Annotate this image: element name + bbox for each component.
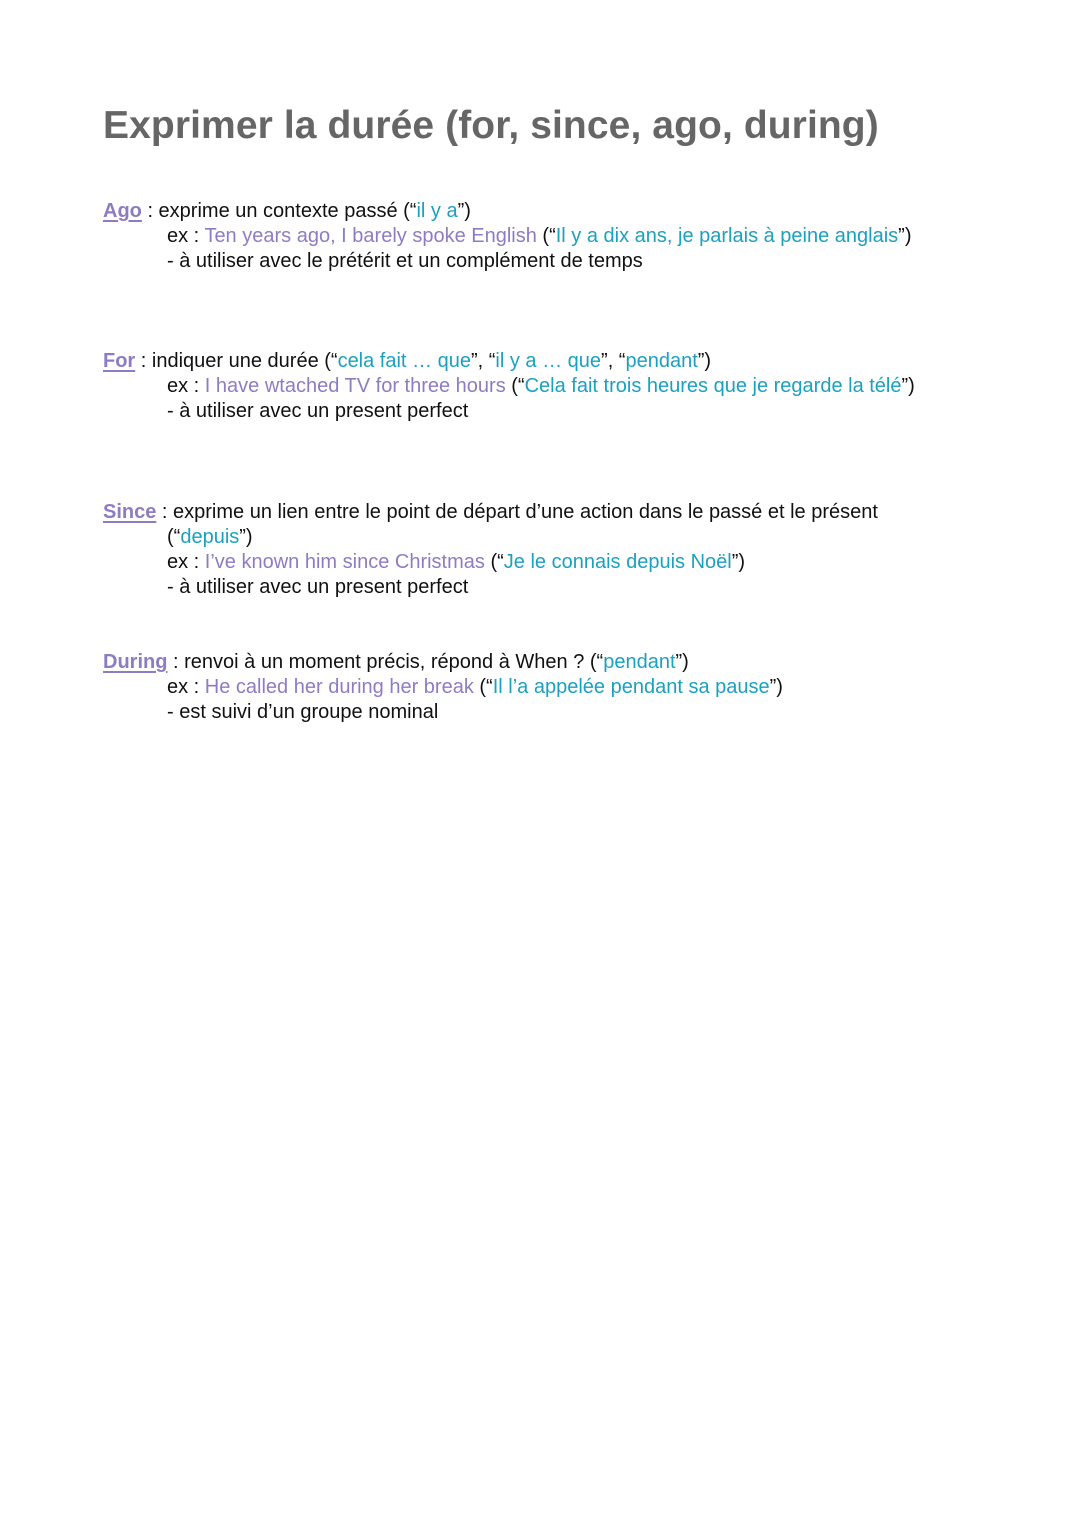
quote-close: ”): [697, 350, 712, 372]
page-title: Exprimer la durée (for, since, ago, during): [103, 104, 879, 147]
definition-text: : exprime un contexte passé (“: [141, 200, 417, 222]
quote-close: ”): [457, 200, 471, 222]
quote-close: ”): [239, 526, 253, 548]
definition-line: [103, 650, 963, 675]
usage-note: - est suivi d’un groupe nominal: [167, 701, 439, 723]
example-line: [103, 224, 937, 249]
term-during: During: [103, 651, 168, 673]
section-since: [103, 500, 963, 600]
section-for: [103, 349, 963, 424]
definition-line: [103, 349, 963, 374]
example-prefix: ex :: [167, 225, 205, 247]
section-ago: [103, 199, 963, 274]
french-translation: cela fait … que: [337, 350, 471, 372]
example-prefix: ex :: [167, 375, 205, 397]
example-line: [103, 675, 963, 700]
quote-open: (“: [536, 225, 556, 247]
french-translation: depuis: [180, 526, 240, 548]
separator: ”, “: [470, 350, 496, 372]
quote-open: (“: [505, 375, 525, 397]
definition-text: : renvoi à un moment précis, répond à When ? (“: [167, 651, 604, 673]
definition-line: [103, 500, 963, 525]
quote-open: (“: [484, 551, 504, 573]
french-translation: il y a: [416, 200, 458, 222]
quote-close: ”): [731, 551, 746, 573]
term-since: Since: [103, 501, 157, 523]
example-line: [103, 550, 963, 575]
definition-continuation: [103, 525, 963, 550]
separator: ”, “: [601, 350, 626, 372]
quote-close: ”): [901, 375, 915, 397]
english-example: I have wtached TV for three hours: [204, 375, 506, 397]
quote-open: (“: [167, 526, 181, 548]
french-translation: pendant: [625, 350, 698, 372]
usage-note: - à utiliser avec un present perfect: [167, 576, 469, 598]
english-example: Ten years ago, I barely spoke English: [204, 225, 537, 247]
english-example: He called her during her break: [204, 676, 474, 698]
quote-open: (“: [473, 676, 493, 698]
french-translation: Cela fait trois heures que je regarde la télé: [524, 375, 902, 397]
quote-close: ”): [898, 225, 912, 247]
definition-text: : indiquer une durée (“: [135, 350, 338, 372]
definition-text: : exprime un lien entre le point de départ d’une action dans le passé et le présent: [156, 501, 878, 523]
example-prefix: ex :: [167, 676, 205, 698]
usage-note: - à utiliser avec le prétérit et un complément de temps: [167, 250, 643, 272]
english-example: I’ve known him since Christmas: [204, 551, 485, 573]
french-translation: Je le connais depuis Noël: [503, 551, 732, 573]
definition-line: [103, 199, 963, 224]
example-line: [103, 374, 937, 399]
example-prefix: ex :: [167, 551, 205, 573]
french-translation: il y a … que: [495, 350, 602, 372]
term-for: For: [103, 350, 136, 372]
quote-close: ”): [769, 676, 783, 698]
term-ago: Ago: [103, 200, 142, 222]
usage-note: - à utiliser avec un present perfect: [167, 400, 469, 422]
french-translation: Il y a dix ans, je parlais à peine anglais: [555, 225, 899, 247]
french-translation: pendant: [603, 651, 676, 673]
quote-close: ”): [675, 651, 689, 673]
french-translation: Il l’a appelée pendant sa pause: [492, 676, 770, 698]
section-during: [103, 650, 963, 725]
